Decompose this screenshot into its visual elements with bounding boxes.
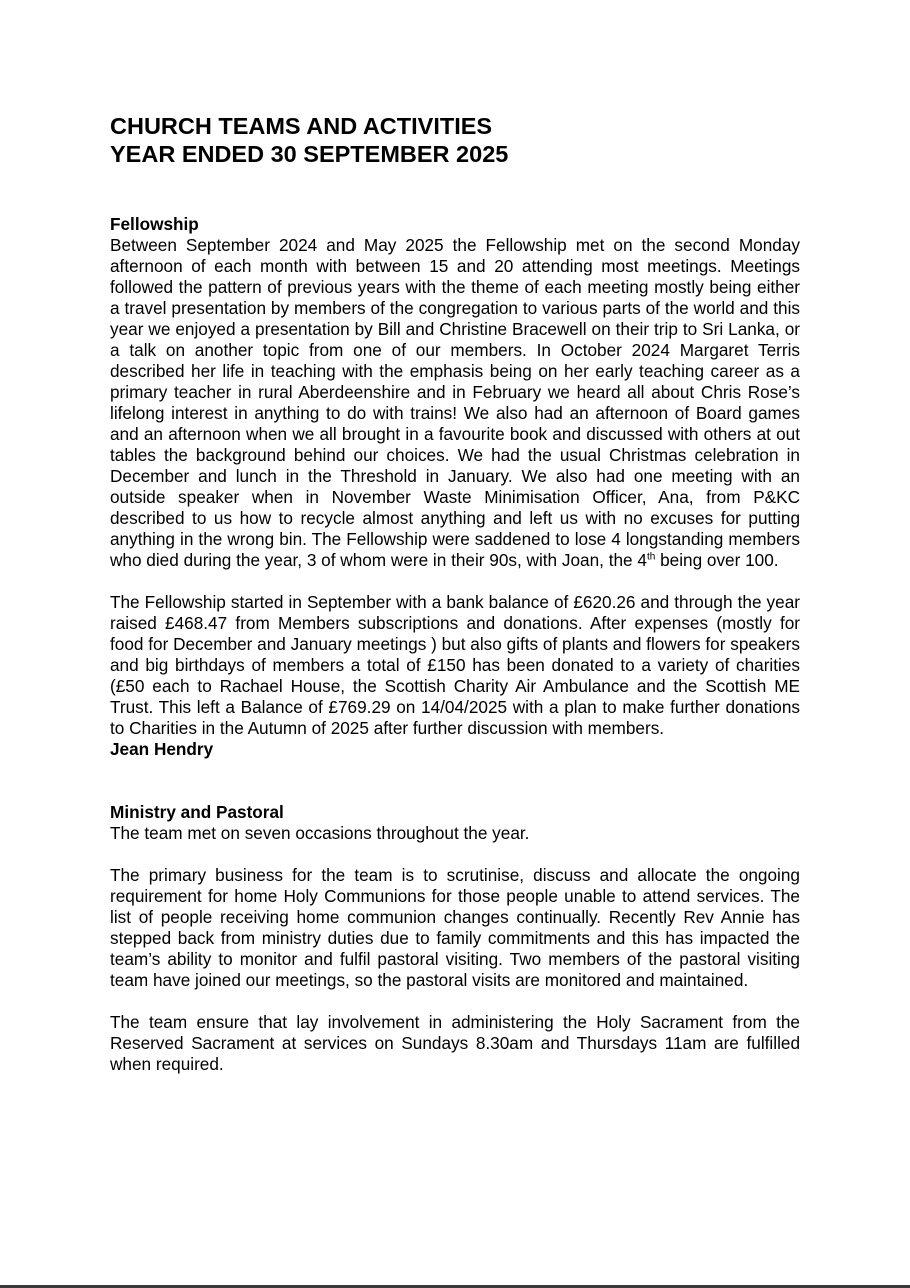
ministry-paragraph-1: The team met on seven occasions throughout the year.	[110, 823, 530, 843]
document-title	[110, 112, 800, 168]
ministry-heading: Ministry and Pastoral	[110, 802, 284, 822]
ministry-paragraph-2: The primary business for the team is to scrutinise, discuss and allocate the ongoing requirement for home Holy Communions for those people unable to attend services. The list of people receiving home communion changes continually. Recently Rev Annie has stepped back from ministry duties due to family commitments and this has impacted the team’s ability to monitor and fulfil pastoral visiting. Two members of the pastoral visiting team have joined our meetings, so the pastoral visits are monitored and maintained.	[110, 865, 800, 990]
fellowship-paragraph-2: The Fellowship started in September with a bank balance of £620.26 and through the year raised £468.47 from Members subscriptions and donations. After expenses (mostly for food for December and January meetings ) but also gifts of plants and flowers for speakers and big birthdays of members a total of £150 has been donated to a variety of charities (£50 each to Rachael House, the Scottish Charity Air Ambulance and the Scottish ME Trust. This left a Balance of £769.29 on 14/04/2025 with a plan to make further donations to Charities in the Autumn of 2025 after further discussion with members.	[110, 592, 800, 738]
fellowship-author: Jean Hendry	[110, 739, 214, 759]
fellowship-paragraph-1-end: being over 100.	[655, 550, 779, 570]
fellowship-paragraph-1	[110, 235, 800, 571]
ministry-pastoral-section	[110, 802, 800, 1075]
document-page	[110, 112, 800, 1075]
fellowship-section	[110, 214, 800, 760]
fellowship-paragraph-1-text: Between September 2024 and May 2025 the Fellowship met on the second Monday afternoon of each month with between 15 and 20 attending most meetings. Meetings followed the pattern of previous years with the theme of each meeting mostly being either a travel presentation by members of the congregation to various parts of the world and this year we enjoyed a presentation by Bill and Christine Bracewell on their trip to Sri Lanka, or a talk on another topic from one of our members. In October 2024 Margaret Terris described her life in teaching with the emphasis being on her early teaching career as a primary teacher in rural Aberdeenshire and in February we heard all about Chris Rose’s lifelong interest in anything to do with trains! We also had an afternoon of Board games and an afternoon when we all brought in a favourite book and discussed with others at out tables the background behind our choices. We had the usual Christmas celebration in December and lunch in the Threshold in January. We also had one meeting with an outside speaker when in November Waste Minimisation Officer, Ana, from P&KC described to us how to recycle almost anything and left us with no excuses for putting anything in the wrong bin. The Fellowship were saddened to lose 4 longstanding members who died during the year, 3 of whom were in their 90s, with Joan, the 4	[110, 235, 800, 570]
ministry-paragraph-3: The team ensure that lay involvement in administering the Holy Sacrament from the Reserved Sacrament at services on Sundays 8.30am and Thursdays 11am are fulfilled when required.	[110, 1012, 800, 1074]
title-line-1: CHURCH TEAMS AND ACTIVITIES	[110, 113, 493, 139]
ordinal-superscript: th	[646, 551, 656, 563]
fellowship-heading: Fellowship	[110, 214, 199, 234]
title-line-2: YEAR ENDED 30 SEPTEMBER 2025	[110, 141, 509, 167]
